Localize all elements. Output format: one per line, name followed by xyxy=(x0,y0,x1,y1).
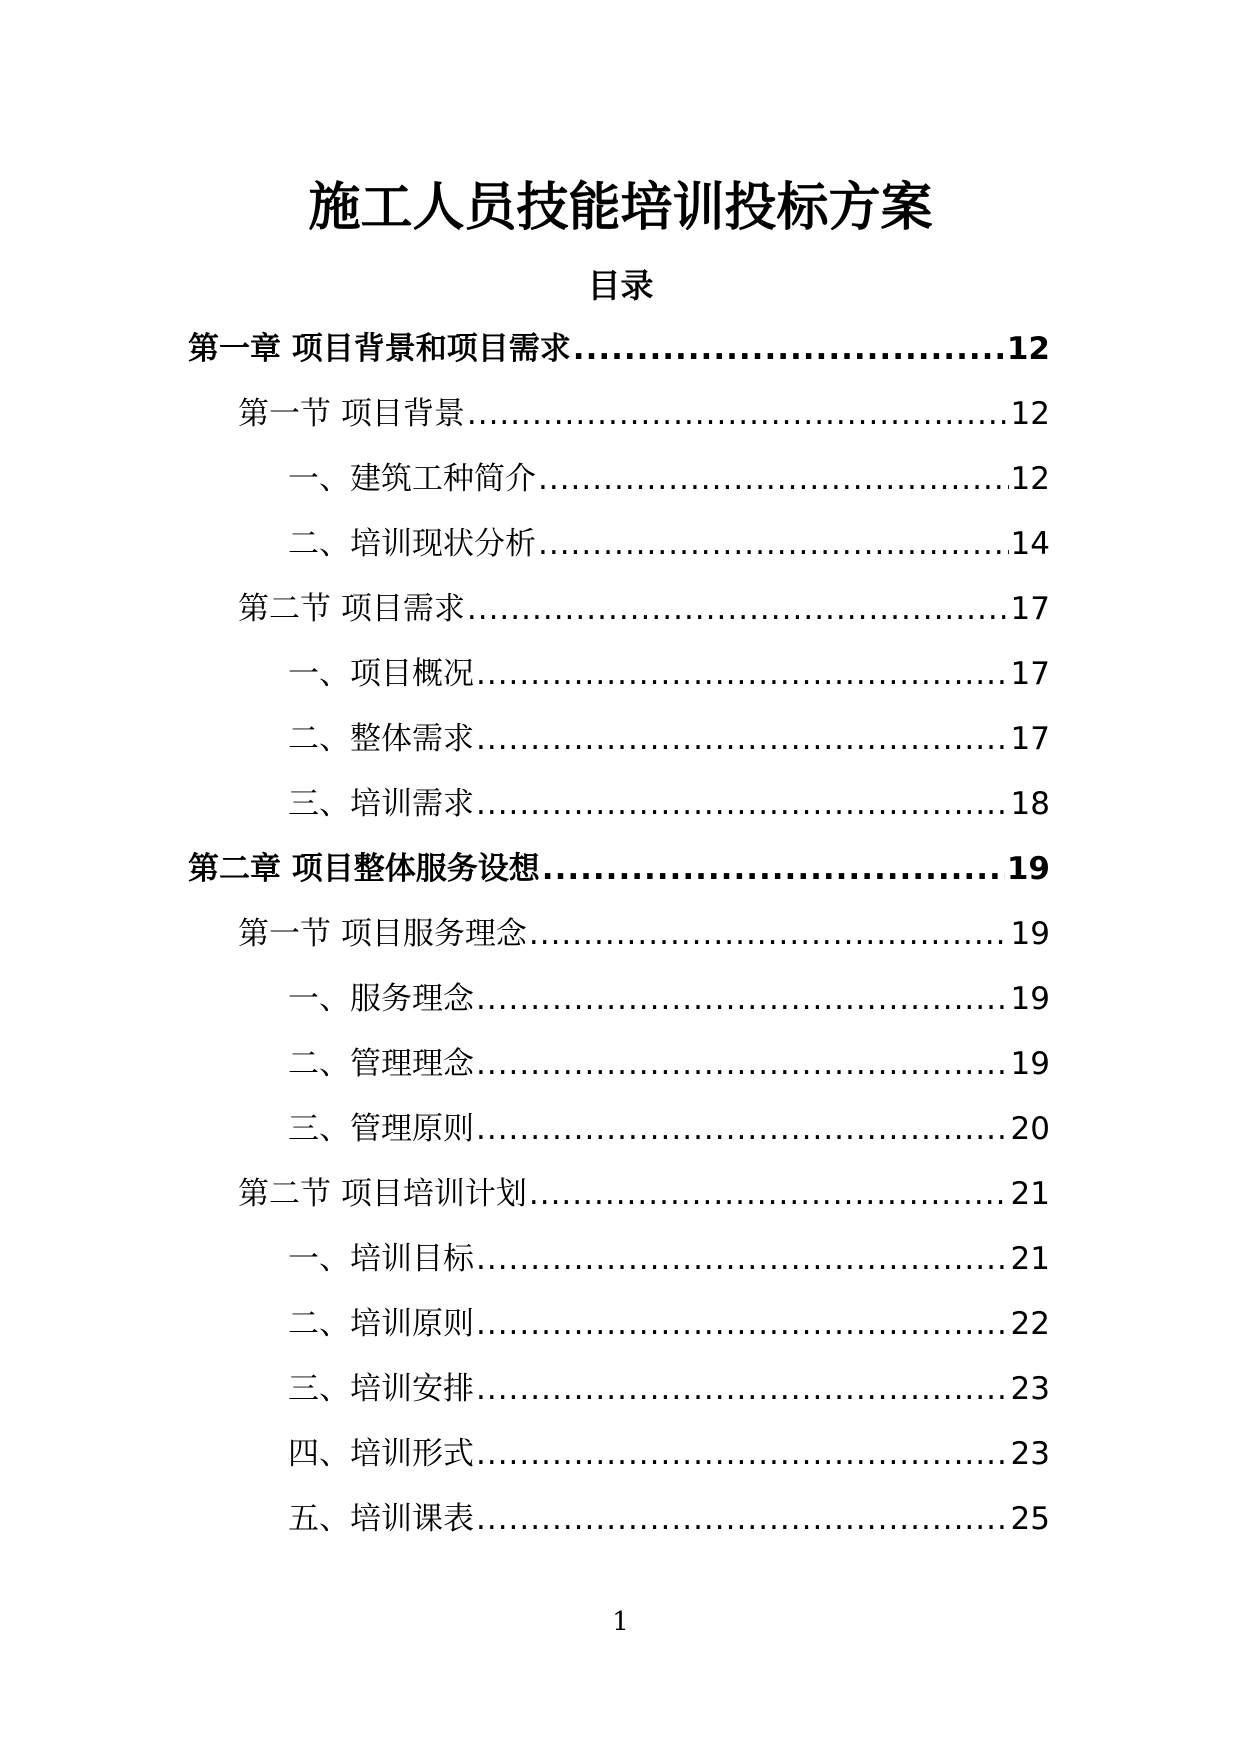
toc-entry-page: 19 xyxy=(1006,851,1050,887)
toc-dot-leader xyxy=(529,1170,1009,1218)
toc-entry-page: 23 xyxy=(1010,1371,1050,1407)
toc-dot-leader xyxy=(476,1105,1009,1153)
toc-dot-leader xyxy=(476,1300,1009,1348)
toc-dot-leader xyxy=(538,520,1009,568)
toc-entry-title: 第一节 项目背景 xyxy=(238,396,465,432)
toc-entry[interactable] xyxy=(188,1235,1050,1300)
toc-dot-leader xyxy=(476,650,1009,698)
toc-entry-title: 三、培训需求 xyxy=(288,786,474,822)
toc-entry-page: 22 xyxy=(1010,1306,1050,1342)
toc-dot-leader xyxy=(476,715,1009,763)
toc-entry-title: 一、服务理念 xyxy=(288,981,474,1017)
toc-entry-page: 25 xyxy=(1010,1501,1050,1537)
toc-dot-leader xyxy=(542,845,1005,893)
toc-entry-page: 12 xyxy=(1010,396,1050,432)
toc-entry[interactable] xyxy=(188,325,1050,390)
toc-dot-leader xyxy=(476,1430,1009,1478)
toc-entry-title: 三、管理原则 xyxy=(288,1111,474,1147)
toc-dot-leader xyxy=(476,1040,1009,1088)
toc-entry-title: 三、培训安排 xyxy=(288,1371,474,1407)
toc-entry-title: 第一节 项目服务理念 xyxy=(238,916,527,952)
toc-entry-title: 二、整体需求 xyxy=(288,721,474,757)
toc-entry-page: 18 xyxy=(1010,786,1050,822)
toc-dot-leader xyxy=(476,1495,1009,1543)
toc-entry[interactable] xyxy=(188,780,1050,845)
toc-entry-page: 19 xyxy=(1010,981,1050,1017)
toc-entry[interactable] xyxy=(188,1105,1050,1170)
toc-entry-page: 19 xyxy=(1010,1046,1050,1082)
toc-entry-page: 23 xyxy=(1010,1436,1050,1472)
toc-entry-title: 二、管理理念 xyxy=(288,1046,474,1082)
toc-dot-leader xyxy=(538,455,1009,503)
toc-entry[interactable] xyxy=(188,585,1050,650)
toc-entry-page: 17 xyxy=(1010,656,1050,692)
toc-dot-leader xyxy=(476,975,1009,1023)
toc-dot-leader xyxy=(476,1365,1009,1413)
toc-entry-page: 19 xyxy=(1010,916,1050,952)
toc-entry[interactable] xyxy=(188,1365,1050,1430)
toc-entry-page: 14 xyxy=(1010,526,1050,562)
toc-dot-leader xyxy=(573,325,1005,373)
toc-entry[interactable] xyxy=(188,520,1050,585)
toc-entry[interactable] xyxy=(188,975,1050,1040)
toc-dot-leader xyxy=(529,910,1009,958)
toc-entry[interactable] xyxy=(188,1170,1050,1235)
toc-entry-page: 12 xyxy=(1010,461,1050,497)
page-number: 1 xyxy=(612,1607,629,1637)
table-of-contents xyxy=(188,325,1050,1560)
toc-entry-title: 五、培训课表 xyxy=(288,1501,474,1537)
toc-heading: 目录 xyxy=(587,266,654,305)
toc-entry[interactable] xyxy=(188,650,1050,715)
toc-entry[interactable] xyxy=(188,1495,1050,1560)
toc-entry-title: 第二节 项目需求 xyxy=(238,591,465,627)
toc-entry[interactable] xyxy=(188,910,1050,975)
toc-dot-leader xyxy=(467,390,1009,438)
toc-entry-title: 二、培训现状分析 xyxy=(288,526,536,562)
toc-dot-leader xyxy=(467,585,1009,633)
toc-entry-title: 四、培训形式 xyxy=(288,1436,474,1472)
toc-dot-leader xyxy=(476,1235,1009,1283)
toc-entry[interactable] xyxy=(188,1300,1050,1365)
toc-entry-title: 第二章 项目整体服务设想 xyxy=(188,851,540,887)
toc-entry[interactable] xyxy=(188,1040,1050,1105)
toc-entry-title: 二、培训原则 xyxy=(288,1306,474,1342)
page-title: 施工人员技能培训投标方案 xyxy=(308,178,933,238)
toc-entry-title: 第一章 项目背景和项目需求 xyxy=(188,331,571,367)
toc-entry[interactable] xyxy=(188,455,1050,520)
toc-entry-page: 21 xyxy=(1010,1241,1050,1277)
toc-entry[interactable] xyxy=(188,715,1050,780)
toc-entry-title: 一、项目概况 xyxy=(288,656,474,692)
toc-entry-title: 第二节 项目培训计划 xyxy=(238,1176,527,1212)
toc-entry[interactable] xyxy=(188,390,1050,455)
toc-entry-title: 一、培训目标 xyxy=(288,1241,474,1277)
toc-entry[interactable] xyxy=(188,845,1050,910)
toc-dot-leader xyxy=(476,780,1009,828)
toc-entry[interactable] xyxy=(188,1430,1050,1495)
toc-entry-page: 12 xyxy=(1006,331,1050,367)
toc-entry-title: 一、建筑工种简介 xyxy=(288,461,536,497)
toc-entry-page: 20 xyxy=(1010,1111,1050,1147)
toc-entry-page: 17 xyxy=(1010,721,1050,757)
toc-entry-page: 21 xyxy=(1010,1176,1050,1212)
toc-entry-page: 17 xyxy=(1010,591,1050,627)
